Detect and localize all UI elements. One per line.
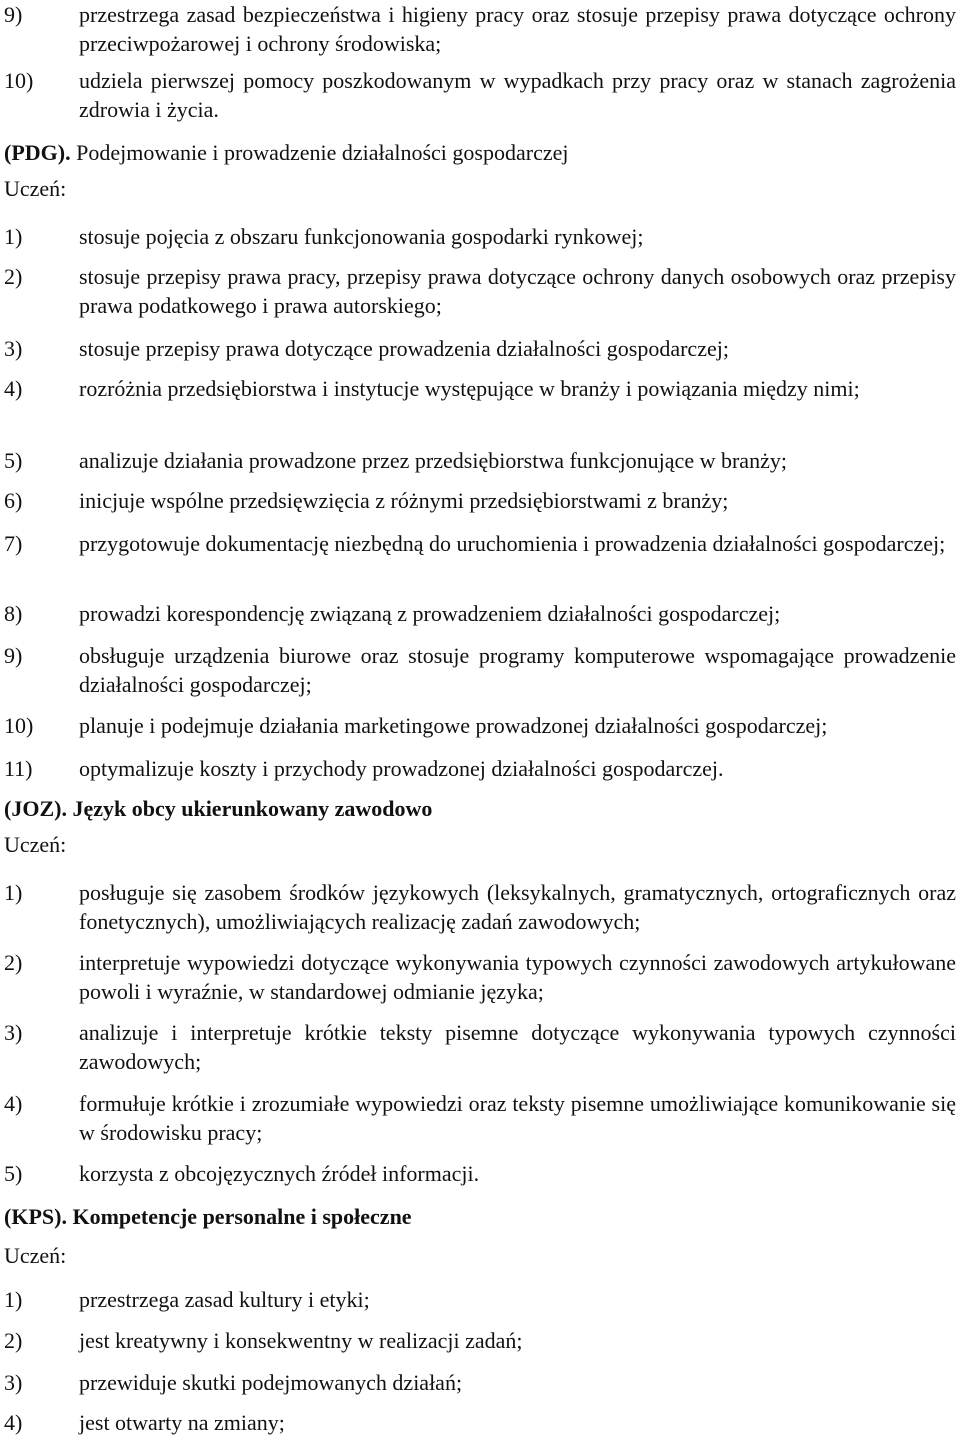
list-item-number: 3) <box>4 336 23 361</box>
list-item-text: inicjuje wspólne przedsięwzięcia z różnymi przedsiębiorstwami z branży; <box>79 488 729 513</box>
list-item-number: 3) <box>4 1020 23 1045</box>
list-item-number: 10) <box>4 713 34 738</box>
list-item-text: rozróżnia przedsiębiorstwa i instytucje występujące w branży i powiązania między nimi; <box>79 376 860 401</box>
list-item-text: stosuje pojęcia z obszaru funkcjonowania gospodarki rynkowej; <box>79 224 644 249</box>
list-item-text: posługuje się zasobem środków językowych (leksykalnych, gramatycznych, ortograficznych oraz fonetycznych), umożliwiających realizację zadań zawodowych; <box>79 880 956 934</box>
list-item <box>4 374 956 403</box>
list-item-number: 11) <box>4 756 33 781</box>
list-item-number: 4) <box>4 1410 23 1435</box>
list-item-text: formułuje krótkie i zrozumiałe wypowiedzi oraz teksty pisemne umożliwiające komunikowanie się w środowisku pracy; <box>79 1091 956 1145</box>
list-item-number: 2) <box>4 264 23 289</box>
list-item <box>4 948 956 1006</box>
list-item-number: 7) <box>4 531 23 556</box>
list-item-text: korzysta z obcojęzycznych źródeł informacji. <box>79 1161 480 1186</box>
list-item-text: prowadzi korespondencję związaną z prowadzeniem działalności gospodarczej; <box>79 601 781 626</box>
list-item-number: 1) <box>4 880 23 905</box>
list-item-number: 8) <box>4 601 23 626</box>
list-item-text: obsługuje urządzenia biurowe oraz stosuje programy komputerowe wspomagające prowadzenie działalności gospodarczej; <box>79 643 956 697</box>
list-item <box>4 1326 956 1355</box>
list-item <box>4 1408 956 1437</box>
uczen-label: Uczeń: <box>4 176 67 201</box>
list-item-text: jest otwarty na zmiany; <box>79 1410 285 1435</box>
list-item-text: stosuje przepisy prawa pracy, przepisy prawa dotyczące ochrony danych osobowych oraz przepisy prawa podatkowego i prawa autorskiego; <box>79 264 956 318</box>
list-item <box>4 334 956 363</box>
list-item-text: przewiduje skutki podejmowanych działań; <box>79 1370 463 1395</box>
list-item <box>4 486 956 515</box>
list-item-number: 10) <box>4 68 34 93</box>
section-code: (KPS). <box>4 1204 67 1229</box>
list-item <box>4 1018 956 1076</box>
list-item <box>4 711 956 740</box>
list-item-number: 3) <box>4 1370 23 1395</box>
section-heading-joz <box>4 794 956 823</box>
list-item-number: 2) <box>4 1328 23 1353</box>
list-item-number: 9) <box>4 2 23 27</box>
section-title: Język obcy ukierunkowany zawodowo <box>72 796 433 821</box>
list-item <box>4 1089 956 1147</box>
list-item-number: 1) <box>4 1287 23 1312</box>
list-item-text: jest kreatywny i konsekwentny w realizacji zadań; <box>79 1328 523 1353</box>
uczen-label: Uczeń: <box>4 1243 67 1268</box>
section-code: (PDG). <box>4 140 71 165</box>
list-item <box>4 754 956 783</box>
list-item-text: udziela pierwszej pomocy poszkodowanym w wypadkach przy pracy oraz w stanach zagrożenia zdrowia i życia. <box>79 68 956 122</box>
section-code: (JOZ). <box>4 796 67 821</box>
list-item <box>4 1159 956 1188</box>
list-item <box>4 641 956 699</box>
list-item-text: analizuje i interpretuje krótkie teksty pisemne dotyczące wykonywania typowych czynności zawodowych; <box>79 1020 956 1074</box>
list-item-text: planuje i podejmuje działania marketingowe prowadzonej działalności gospodarczej; <box>79 713 828 738</box>
section-title: Kompetencje personalne i społeczne <box>72 1204 412 1229</box>
list-item <box>4 599 956 628</box>
list-item-text: przygotowuje dokumentację niezbędną do uruchomienia i prowadzenia działalności gospodarczej; <box>79 531 946 556</box>
list-item-text: analizuje działania prowadzone przez przedsiębiorstwa funkcjonujące w branży; <box>79 448 787 473</box>
list-item-text: optymalizuje koszty i przychody prowadzonej działalności gospodarczej. <box>79 756 724 781</box>
section-heading-kps <box>4 1202 956 1231</box>
list-item-number: 4) <box>4 376 23 401</box>
list-item <box>4 222 956 251</box>
uczen-label: Uczeń: <box>4 832 67 857</box>
list-item-number: 5) <box>4 1161 23 1186</box>
section-heading-pdg <box>4 138 956 167</box>
list-item <box>4 1368 956 1397</box>
list-item <box>4 878 956 936</box>
list-item-number: 9) <box>4 643 23 668</box>
list-item-text: przestrzega zasad kultury i etyki; <box>79 1287 370 1312</box>
section-title: Podejmowanie i prowadzenie działalności gospodarczej <box>76 140 569 165</box>
list-item-text: interpretuje wypowiedzi dotyczące wykonywania typowych czynności zawodowych artykułowane powoli i wyraźnie, w standardowej odmianie języka; <box>79 950 956 1004</box>
list-item-number: 4) <box>4 1091 23 1116</box>
list-item <box>4 1285 956 1314</box>
list-item <box>4 66 956 124</box>
list-item-text: przestrzega zasad bezpieczeństwa i higieny pracy oraz stosuje przepisy prawa dotyczące ochrony przeciwpożarowej i ochrony środowiska; <box>79 2 956 56</box>
list-item <box>4 262 956 320</box>
list-item <box>4 529 956 558</box>
list-item-text: stosuje przepisy prawa dotyczące prowadzenia działalności gospodarczej; <box>79 336 729 361</box>
list-item-number: 5) <box>4 448 23 473</box>
list-item-number: 2) <box>4 950 23 975</box>
list-item-number: 6) <box>4 488 23 513</box>
list-item <box>4 446 956 475</box>
list-item <box>4 0 956 58</box>
list-item-number: 1) <box>4 224 23 249</box>
